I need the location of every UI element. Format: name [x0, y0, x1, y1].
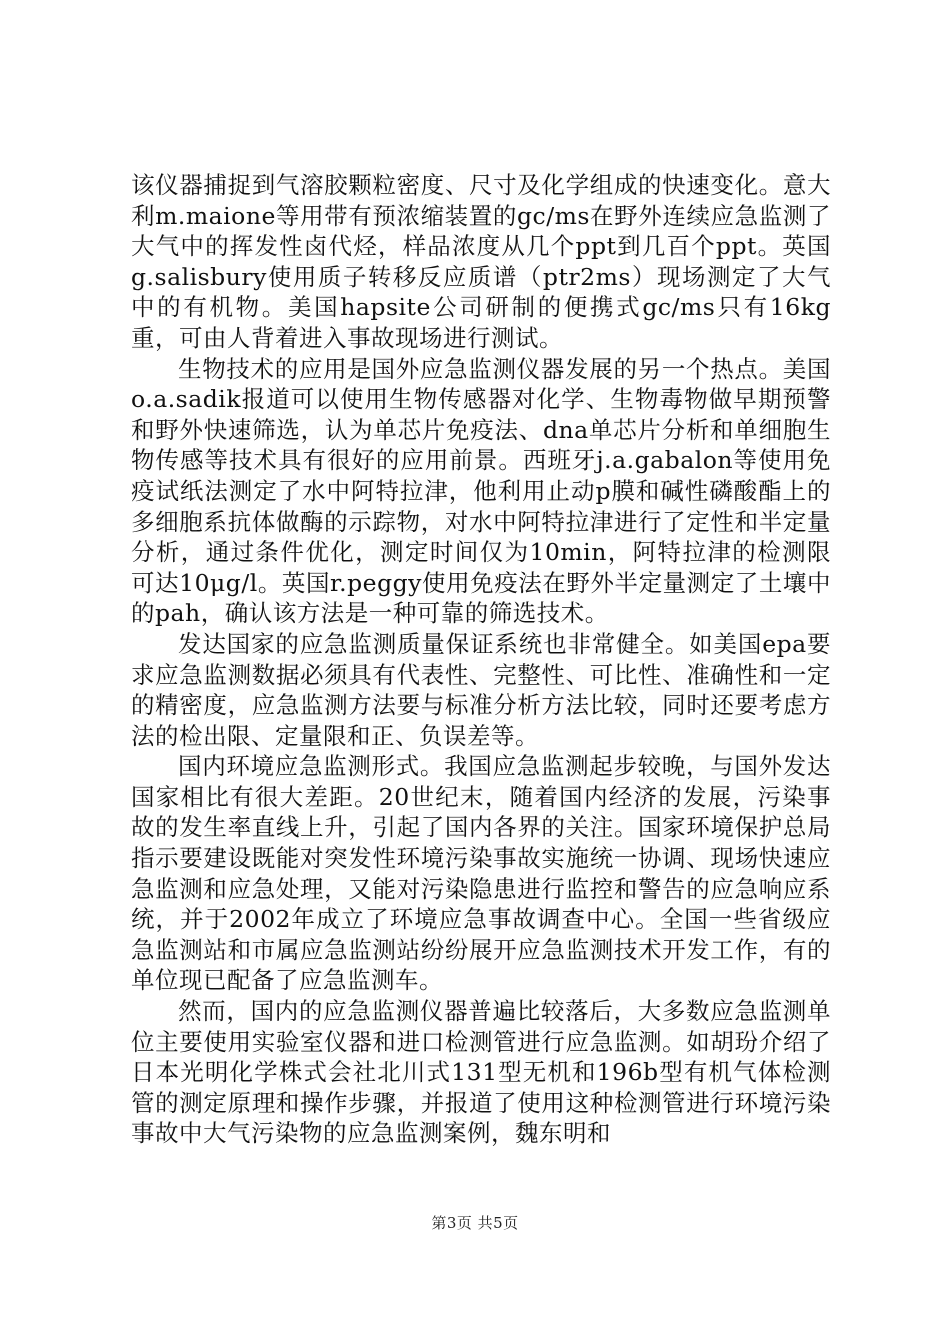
page-footer — [0, 1212, 950, 1233]
paragraph-domestic-instruments: 然而，国内的应急监测仪器普遍比较落后，大多数应急监测单位主要使用实验室仪器和进口检测管进行应急监测。如胡玢介绍了日本光明化学株式会社北川式131型无机和196b型有机气体检测管的测定原理和操作步骤，并报道了使用这种检测管进行环境污染事故中大气污染物的应急监测案例，魏东明和 — [131, 997, 831, 1148]
page-number-label: 第3页 共5页 — [431, 1214, 519, 1232]
document-body — [131, 170, 831, 1149]
paragraph-quality-assurance: 发达国家的应急监测质量保证系统也非常健全。如美国epa要求应急监测数据必须具有代表性、完整性、可比性、准确性和一定的精密度，应急监测方法要与标准分析方法比较，同时还要考虑方法的检出限、定量限和正、负误差等。 — [131, 629, 831, 750]
paragraph-domestic-situation: 国内环境应急监测形式。我国应急监测起步较晚，与国外发达国家相比有很大差距。20世纪末，随着国内经济的发展，污染事故的发生率直线上升，引起了国内各界的关注。国家环境保护总局指示要建设既能对突发性环境污染事故实施统一协调、现场快速应急监测和应急处理，又能对污染隐患进行监控和警告的应急响应系统，并于2002年成立了环境应急事故调查中心。全国一些省级应急监测站和市属应急监测站纷纷展开应急监测技术开发工作，有的单位现已配备了应急监测车。 — [131, 752, 831, 995]
paragraph-continuation: 该仪器捕捉到气溶胶颗粒密度、尺寸及化学组成的快速变化。意大利m.maione等用带有预浓缩装置的gc/ms在野外连续应急监测了大气中的挥发性卤代烃，样品浓度从几个ppt到几百个ppt。英国g.salisbury使用质子转移反应质谱（ptr2ms）现场测定了大气中的有机物。美国hapsite公司研制的便携式gc/ms只有16kg重，可由人背着进入事故现场进行测试。 — [131, 171, 831, 352]
paragraph-biotech: 生物技术的应用是国外应急监测仪器发展的另一个热点。美国o.a.sadik报道可以使用生物传感器对化学、生物毒物做早期预警和野外快速筛选，认为单芯片免疫法、dna单芯片分析和单细胞生物传感等技术具有很好的应用前景。西班牙j.a.gabalon等使用免疫试纸法测定了水中阿特拉津，他利用止动p膜和碱性磷酸酯上的多细胞系抗体做酶的示踪物，对水中阿特拉津进行了定性和半定量分析，通过条件优化，测定时间仅为10min，阿特拉津的检测限可达10μg/l。英国r.peggy使用免疫法在野外半定量测定了土壤中的pah，确认该方法是一种可靠的筛选技术。 — [131, 354, 831, 628]
